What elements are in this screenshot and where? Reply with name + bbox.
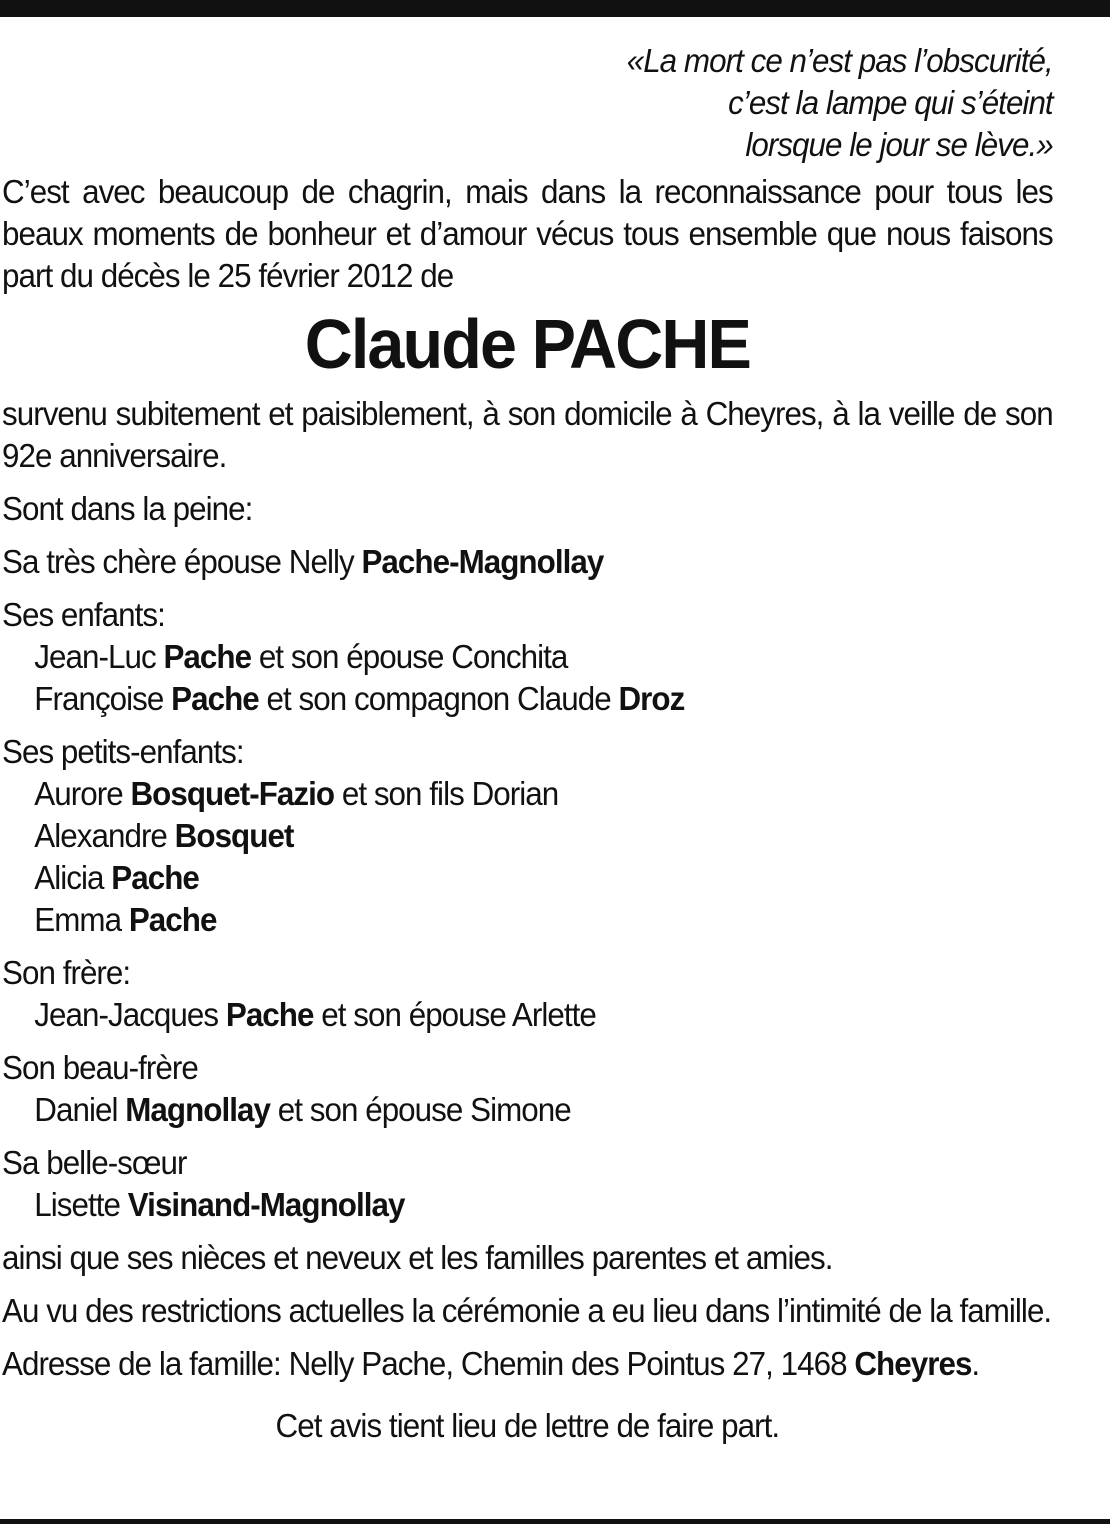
closing-note: Cet avis tient lieu de lettre de faire part. — [275, 1407, 780, 1444]
top-rule — [0, 0, 1110, 17]
relation-text: et son épouse Conchita — [251, 638, 568, 675]
circumstances-paragraph: survenu subitement et paisiblement, à son domicile à Cheyres, à la veille de son 92e anniversaire. — [2, 395, 1053, 474]
first-name: Emma — [34, 901, 129, 938]
spouse-line — [2, 541, 1053, 583]
bottom-rule — [0, 1519, 1110, 1524]
surname: Visinand-Magnollay — [127, 1186, 405, 1223]
brother-in-law-group — [2, 1047, 1053, 1131]
brother-in-law-heading: Son beau-frère — [2, 1049, 198, 1086]
grandchildren-heading: Ses petits-enfants: — [2, 733, 244, 770]
first-name: Françoise — [34, 680, 172, 717]
relation-text: et son épouse Arlette — [313, 996, 596, 1033]
quote-line: «La mort ce n’est pas l’obscurité, — [626, 42, 1053, 79]
ceremony-paragraph: Au vu des restrictions actuelles la cérémonie a eu lieu dans l’intimité de la famille. — [2, 1292, 1052, 1329]
first-name: Daniel — [34, 1091, 126, 1128]
surname: Pache — [171, 680, 259, 717]
brother-in-law-line — [2, 1089, 1053, 1131]
child-line — [2, 636, 1053, 678]
epigraph-quote — [2, 40, 1053, 166]
quote-line: lorsque le jour se lève.» — [745, 126, 1053, 163]
brother-line — [2, 994, 1053, 1036]
intro-paragraph: C’est avec beaucoup de chagrin, mais dans la reconnaissance pour tous les beaux moments de bonheur et d’amour vécus tous ensemble que nous faisons part du décès le 25 février 2012 de — [2, 173, 1053, 294]
deceased-name: Claude PACHE — [304, 305, 750, 383]
grandchild-line — [2, 857, 1053, 899]
first-name: Lisette — [34, 1186, 128, 1223]
sister-in-law-heading: Sa belle-sœur — [2, 1144, 187, 1181]
surname: Pache — [163, 638, 252, 675]
surname: Pache — [225, 996, 314, 1033]
first-name: Jean-Luc — [34, 638, 164, 675]
sister-in-law-group — [2, 1142, 1053, 1226]
surname: Magnollay — [125, 1091, 270, 1128]
first-name: Alexandre — [34, 817, 175, 854]
spouse-surname: Pache-Magnollay — [361, 543, 604, 580]
address-town: Cheyres — [854, 1345, 972, 1382]
extended-family-line: ainsi que ses nièces et neveux et les familles parentes et amies. — [2, 1239, 833, 1276]
partner-surname: Droz — [618, 680, 685, 717]
relation-text: et son fils Dorian — [334, 775, 559, 812]
address-text: Adresse de la famille: Nelly Pache, Chemin des Pointus 27, 1468 — [2, 1345, 855, 1382]
surname: Pache — [111, 859, 199, 896]
surname: Pache — [128, 901, 217, 938]
grandchild-line — [2, 773, 1053, 815]
first-name: Alicia — [34, 859, 112, 896]
first-name: Jean-Jacques — [34, 996, 226, 1033]
address-suffix: . — [971, 1345, 980, 1382]
surname: Bosquet — [174, 817, 294, 854]
sister-in-law-line — [2, 1184, 1053, 1226]
obituary-notice — [2, 40, 1053, 1447]
brother-group — [2, 952, 1053, 1036]
brother-heading: Son frère: — [2, 954, 131, 991]
relation-text: et son compagnon Claude — [258, 680, 619, 717]
grandchild-line — [2, 815, 1053, 857]
mourners-heading: Sont dans la peine: — [2, 490, 253, 527]
grandchildren-group — [2, 731, 1053, 941]
children-group — [2, 594, 1053, 720]
child-line — [2, 678, 1053, 720]
first-name: Aurore — [34, 775, 131, 812]
surname: Bosquet-Fazio — [130, 775, 335, 812]
children-heading: Ses enfants: — [2, 596, 165, 633]
spouse-prefix: Sa très chère épouse Nelly — [2, 543, 362, 580]
quote-line: c’est la lampe qui s’éteint — [728, 84, 1053, 121]
family-address — [2, 1343, 1053, 1385]
grandchild-line — [2, 899, 1053, 941]
relation-text: et son épouse Simone — [269, 1091, 571, 1128]
